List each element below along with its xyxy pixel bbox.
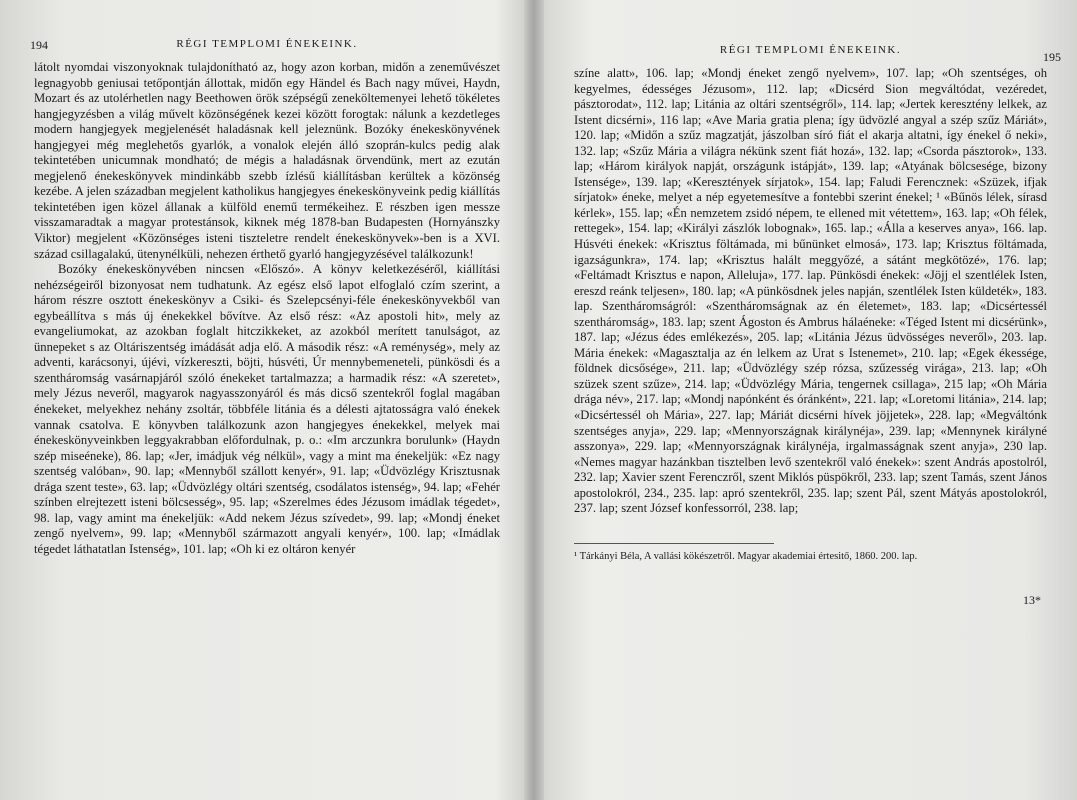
footnote-divider bbox=[574, 543, 774, 544]
right-page-text bbox=[574, 66, 1047, 517]
left-paragraph-2: Bozóky énekeskönyvében nincsen «Előszó». A könyv keletkezéséről, kiállítási nehézségeiről bizonyosat nem tudhatunk. Az egész első lapot elfoglaló czím szerint, a három részre osztott énekeskönyv a Csiki- és Szelepcsényi-féle énekeskönyvekből van egybeállítva s más új énekekkel bővítve. Az első rész: «Az apostoli hit», mely az evangeliumokat, az azokban foglalt hitczikkeket, az azokból merített tanulságot, az ünnepeket s az Oltáriszentség imádását adja elő. A második rész: «A reménység», mely az adventi, karácsonyi, újévi, vízkereszti, böjti, húsvéti, Úr mennybemeneteli, pünkösdi és a szentháromság vasárnapjáról szóló énekeket tartalmazza; a harmadik rész: «A szeretet», mely Jézus neveről, magyarok nagyasszonyáról és más dicső szentekről foglal magában énekeket, melyekhez nehány zsoltár, többféle litánia és a délesti ajtatosságra való énekek vannak csatolva. E könyvben találkozunk azon hangjegyes énekekkel, melyek mai énekeskönyveinkben leggyakrabban előfordulnak, p. o.: «Im arczunkra borulunk» (Haydn szép miseéneke), 86. lap; «Jer, imádjuk vég nélkül», vagy a mint ma énekeljük: «Ez nagy szentség valóban», 90. lap; «Mennyből szállott kenyér», 91. lap; «Üdvözlégy Krisztusnak drága szent teste», 63. lap; «Üdvözlégy oltári szentség, csodálatos istenség», 94. lap; «Fehér színben elrejtezett isteni bölcsesség», 95. lap; «Szerelmes édes Jézusom imádlak tégedet», 98. lap, vagy amint ma énekeljük: «Add nekem Jézus szívedet», 99. lap; «Mondj éneket zengő nyelvem», 99. lap; «Mennyből származott angyali kenyér», 100. lap; «Imádlak tégedet láthatatlan Istenség», 101. lap; «Oh ki ez oltáron kenyér bbox=[34, 262, 500, 556]
left-running-head: RÉGI TEMPLOMI ÉNEKEINK. bbox=[176, 38, 358, 50]
right-page-number: 195 bbox=[1043, 50, 1061, 64]
right-running-header bbox=[574, 44, 1061, 66]
right-paragraph-1: színe alatt», 106. lap; «Mondj éneket zengő nyelvem», 107. lap; «Oh szentséges, oh kegyelmes, édességes Jézusom», 112. lap; «Dicsérd Sion megváltódat, vezéredet, pásztorodat», 112. lap; Litánia az oltári szentségről», 114. lap; «Jertek keresztény lelkek, az Istent dicsérni», 116 lap; «Ave Maria gratia plena; így üdvözlé angyal a szép szűz Máriát», 120. lap; «Midőn a szűz magzatját, jászolban síró fiát el akarja altatni, így énekel ő neki», 132. lap; «Szűz Mária a világra nékünk szent fiát hozá», 132. lap; «Csorda pásztorok», 133. lap; «Három királyok napját, országunk istápját», 139. lap; «Atyának bölcsesége, bizony Istensége», 139. lap; «Keresztények sírjatok», 154. lap; Faludi Ferencznek: «Szüzek, ifjak sírjatok» éneke, melyet a nép egyetemesítve a fontebbi szerint énekel; ¹ «Bűnös lélek, sírasd kérlek», 155. lap; «Én nemzetem zsidó népem, te ellened mit vétettem», 163. lap; «Oh félek, rettegek», 154. lap; «Királyi zászlók lobognak», 165. lap.; «Álla a keserves anya», 166. lap. Húsvéti énekek: «Krisztus föltámada, mi bűnünket elmosá», 173. lap; Krisztus föltámada, igazságunkra», 174. lap; «Krisztus halált meggyőzé, a sátánt megkötözé», 176. lap; «Feltámadt Krisztus e napon, Alleluja», 177. lap. Pünkösdi énekek: «Jöjj el szentlélek Isten, ereszd reánk teljesen», 180. lap; «A pünkösdnek jeles napján, szentlélek Isten küldeték», 183. lap. Szentháromságról: «Szentháromságnak az én életemet», 183. lap; «Dicsértessél szentháromság», 183. lap; szent Ágoston és Ambrus hálaéneke: «Téged Istent mi dicsérünk», 187. lap; «Jézus édes emlékezés», 205. lap; «Litánia Jézus üdvösséges neveről», 203. lap. Mária énekek: «Magasztalja az én lelkem az Urat s Istenemet», 210. lap; «Egek ékessége, földnek dicsősége», 211. lap; «Üdvözlégy szép rózsa, szűzesség virága», 213. lap; «Oh szüzek szent szűze», 214. lap; «Üdvözlégy Mária, tengernek csillaga», 215 lap; «Oh Mária drága név», 217. lap; «Mondj napónként és óránként», 221. lap; «Loretomi litánia», 214. lap; «Dicsértessél oh Mária», 227. lap; Máriát dicsérni hívek jöjjetek», 228. lap; «Megváltónk szentséges anyja», 229. lap; «Mennyországnak királynéja», 239. lap; «Mennynek királyné asszonya», 229. lap; «Mennyországnak királynéja, irgalmasságnak szent anyja», 230 lap. «Nemes magyar hazánkban tisztelben levő szentekről való énekek»: szent András apostolról, 232. lap; Xavier szent Ferenczről, szent Miklós püspökről, 233. lap; szent Tamás, szent János apostolokról, 234., 235. lap: apró szentekről, 235. lap; szent Pál, szent Mátyás apostolokról, 237. lap; szent József konfessorról, 238. lap; bbox=[574, 66, 1047, 516]
right-running-head: RÉGI TEMPLOMI ÉNEKEINK. bbox=[719, 44, 902, 56]
left-page-text bbox=[34, 60, 500, 558]
left-page bbox=[0, 0, 530, 800]
left-page-number: 194 bbox=[30, 38, 48, 52]
left-paragraph-1: látolt nyomdai viszonyoknak tulajdonítható az, hogy azon korban, midőn a zeneművészet legnagyobb geniusai tetőpontján állottak, midőn egy Händel és Bach nagy művei, Haydn, Mozart és az utolérhetlen nagy Beethowen örök szépségű zeneköltemenyei lehető tökéletes hangjegyzésben a világ művelt közönségének kezei között forogtak: nálunk a kezdetleges modern hangjegyek megjelenését haladásnak kell jeleznünk. Bozóky énekeskönyvének hangjegyei még meglehetős gyarlók, a vonalok elején álló szoprán-kulcs pedig alak tekintetében unicumnak mondható; de mégis a haladásnak örvendünk, mert az ezután megjelenő énekeskönyvek mindinkább szebb ízlésű kiállításban kerültek a közönség kezébe. A jelen században megjelent katholikus hangjegyes énekeskönyveink pedig kiállítás tekintetében igen közel állanak a külföld enemű termékeihez. E részben igen messze visszamaradtak a magyar protestánsok, kiknek még 1878-ban Budapesten (Hornyánszky Viktor) megjelent «Közönséges isteni tiszteletre rendelt énekeskönyvek»-ben is a XVI. század csillagalakú, ütenynélküli, nehezen érthető gyarló hangjegyzésével találkozunk! bbox=[34, 60, 500, 261]
signature-mark: 13* bbox=[1023, 592, 1041, 607]
footnote: ¹ Tárkányi Béla, A vallási kökészetről. Magyar akademiai értesitő, 1860. 200. lap. bbox=[574, 550, 918, 562]
left-running-header bbox=[30, 38, 500, 60]
right-page bbox=[540, 0, 1077, 800]
